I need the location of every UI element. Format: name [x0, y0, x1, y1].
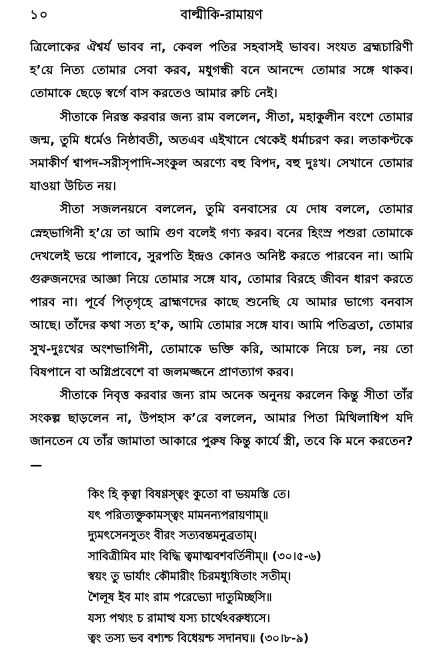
paragraph-3: সীতা সজলনয়নে বললেন, তুমি বনবাসের যে দোষ বললে, তোমার স্নেহভাগিনী হ’য়ে তা আমি গুণ বলেই গণ্য করব। বনের হিংস্র পশুরা তোমাকে দেখলেই ভয়ে পালাবে, সুরপতি ইন্দ্রও কোনও অনিষ্ট করতে পারবেন না। আমি গুরুজনদের আজ্ঞা নিয়ে তোমার সঙ্গে যাব, তোমার বিরহে জীবন ধারণ করতে পারব না। পূর্বে পিতৃগৃহে ব্রাহ্মণদের কাছে শুনেছি যে আমার ভাগ্যে বনবাস আছে। তাঁদের কথা সত্য হ’ক, আমি তোমার সঙ্গে যাব। আমি পতিব্রতা, তোমার সুখ-দুঃখের অংশভাগিনী, তোমাকে ভক্তি করি, আমাকে নিয়ে চল, নয় তো বিষপানে বা অগ্নিপ্রবেশে বা জলমজ্জনে প্রাণত্যাগ করব।	[30, 202, 413, 379]
paragraph-4: সীতাকে নিবৃত্ত করবার জন্য রাম অনেক অনুনয় করলেন কিন্তু সীতা তাঁর সংকল্প ছাড়লেন না, উপহাস ক’রে বললেন, আমার পিতা মিথিলাধিপ যদি জানতেন যে তাঁর জামাতা আকারে পুরুষ কিন্তু কার্যে স্ত্রী, তবে কি মনে করতেন?—	[30, 388, 413, 472]
paragraph-2: সীতাকে নিরস্ত করবার জন্য রাম বললেন, সীতা, মহাকুলীন বংশে তোমার জন্ম, তুমি ধর্মেও নিষ্ঠাবতী, অতএব এইখানে থেকেই ধর্মাচরণ কর। লতাকণ্টকে সমাকীর্ণ শ্বাপদ-সরীসৃপাদি-সংকুল অরণ্যে বহু বিপদ, বহু দুঃখ। সেখানে তোমার যাওয়া উচিত নয়।	[30, 109, 413, 194]
verse-line: যস্য পথ্যং চ রামাত্থ যস্য চার্থেঽবরুধ্যসে।	[88, 610, 271, 625]
verse-line: শৈলূষ ইব মাং রাম পরেভ্যো দাতুমিচ্ছসি॥	[88, 589, 273, 604]
verse-line: দ্যুমৎসেনসুতং বীরং সত্যবন্তমনুব্রতাম্‌।	[88, 528, 257, 543]
verse-line: সাবিত্রীমিব মাং বিদ্ধি ত্বমাত্মবশবর্তিনীম্‌॥ (৩০।৫-৬)	[88, 548, 322, 563]
verse-line: যৎ পরিত্যক্তুকামস্ত্বং মামনন্যপরায়ণাম্‌॥	[88, 507, 269, 522]
verse-line: কিং হি কৃত্বা বিষণ্ণস্ত্বং কুতো বা ভয়মস্তি তে।	[88, 487, 291, 501]
verse-line: স্বয়ং তু ভার্যাং কৌমারীং চিরমধ্যুষিতাং সতীম্‌।	[88, 569, 292, 584]
paragraph-1: ত্রিলোকের ঐশ্বর্য ভাবব না, কেবল পতির সহবাসই ভাবব। সংযত ব্রহ্মচারিণী হ’য়ে নিত্য তোমার সেবা করব, মধুগন্ধী বনে আনন্দে তোমার সঙ্গে থাকব। তোমাকে ছেড়ে স্বর্গে বাস করতেও আমার রুচি নেই।	[30, 40, 413, 101]
sanskrit-verse-block	[88, 484, 427, 649]
page-number: ১০	[30, 8, 49, 23]
verse-line: ত্বং তস্য ভব বশ্যশ্চ বিধেয়শ্চ সদানঘ॥ (৩০।৮-৯)	[88, 631, 309, 646]
running-title: বাল্মীকি-রামায়ণ	[180, 8, 263, 23]
body-text	[30, 36, 413, 477]
page-header	[30, 6, 413, 30]
